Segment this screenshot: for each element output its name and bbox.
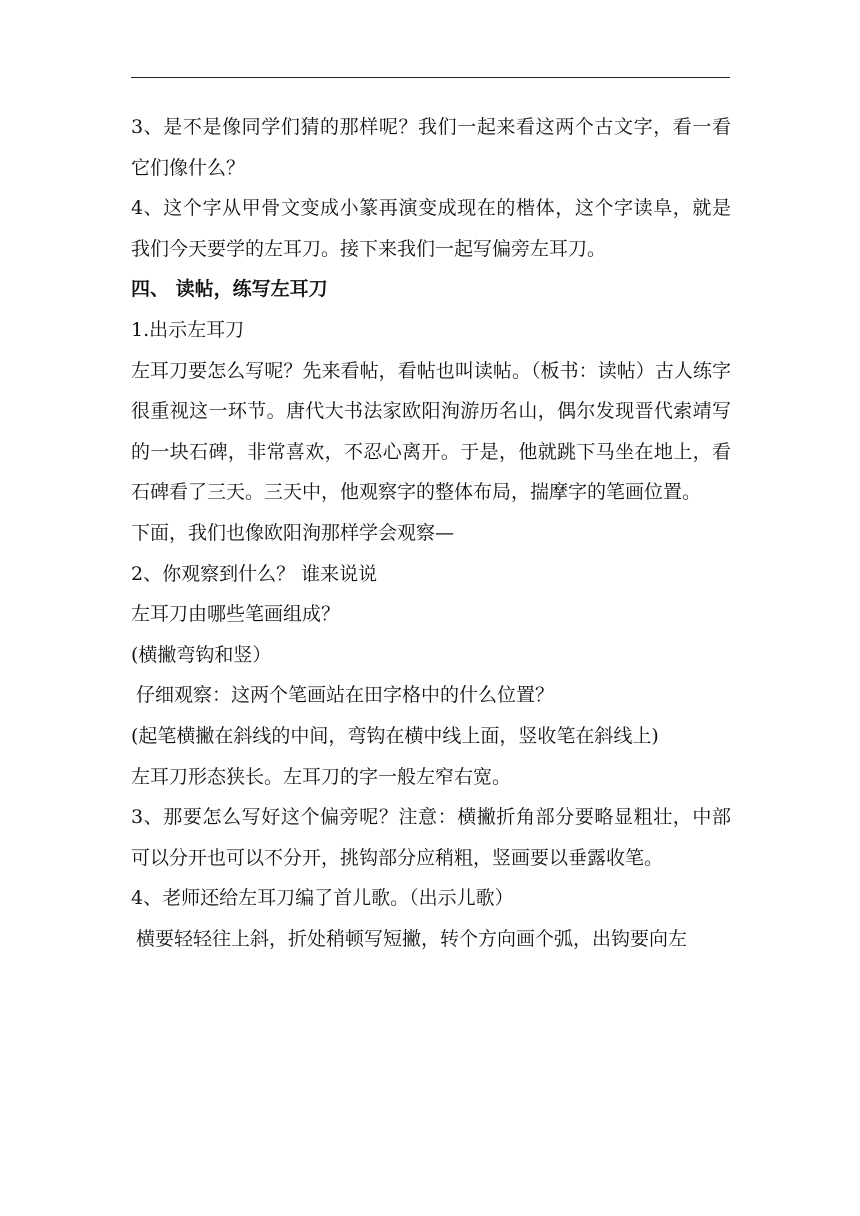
paragraph-which-strokes: 左耳刀由哪些笔画组成？ — [131, 603, 341, 626]
paragraph-song-lyrics: 横要轻轻往上斜，折处稍顿写短撇，转个方向画个弧，出钩要向左 — [136, 927, 688, 950]
paragraph-step-3-how-to-write: 3、那要怎么写好这个偏旁呢？注意：横撇折角部分要略显粗壮，中部可以分开也可以不分开，挑钩部分应稍粗，竖画要以垂露收笔。 — [131, 806, 731, 869]
paragraph-show-radical: 1.出示左耳刀 — [131, 318, 245, 341]
paragraph-shape-note: 左耳刀形态狭长。左耳刀的字一般左窄右宽。 — [131, 765, 512, 788]
header-rule — [131, 77, 730, 78]
document-body — [131, 107, 731, 959]
paragraph-step-2-observe: 2、你观察到什么？ 谁来说说 — [131, 562, 378, 585]
paragraph-reading-copybook-story: 左耳刀要怎么写呢？先来看帖，看帖也叫读帖。（板书：读帖）古人练字很重视这一环节。唐代大书法家欧阳洵游历名山，偶尔发现晋代索靖写的一块石碑，非常喜欢，不忍心离开。于是，他就跳下马坐在地上，看石碑看了三天。三天中，他观察字的整体布局，揣摩字的笔画位置。 — [131, 359, 731, 504]
paragraph-step-4-evolution: 4、这个字从甲骨文变成小篆再演变成现在的楷体，这个字读阜，就是我们今天要学的左耳刀。接下来我们一起写偏旁左耳刀。 — [131, 197, 731, 260]
section-heading-read-and-write: 四、 读帖，练写左耳刀 — [131, 278, 328, 301]
paragraph-careful-observation: 仔细观察：这两个笔画站在田字格中的什么位置？ — [136, 684, 555, 707]
paragraph-step-3-guess: 3、是不是像同学们猜的那样呢？我们一起来看这两个古文字，看一看它们像什么？ — [131, 116, 731, 179]
paragraph-strokes-answer: (横撇弯钩和竖） — [131, 643, 272, 666]
paragraph-observe-like-ouyang: 下面，我们也像欧阳洵那样学会观察— — [131, 521, 455, 544]
paragraph-position-answer: (起笔横撇在斜线的中间，弯钩在横中线上面，竖收笔在斜线上) — [131, 724, 659, 747]
paragraph-step-4-song: 4、老师还给左耳刀编了首儿歌。（出示儿歌） — [131, 887, 514, 910]
